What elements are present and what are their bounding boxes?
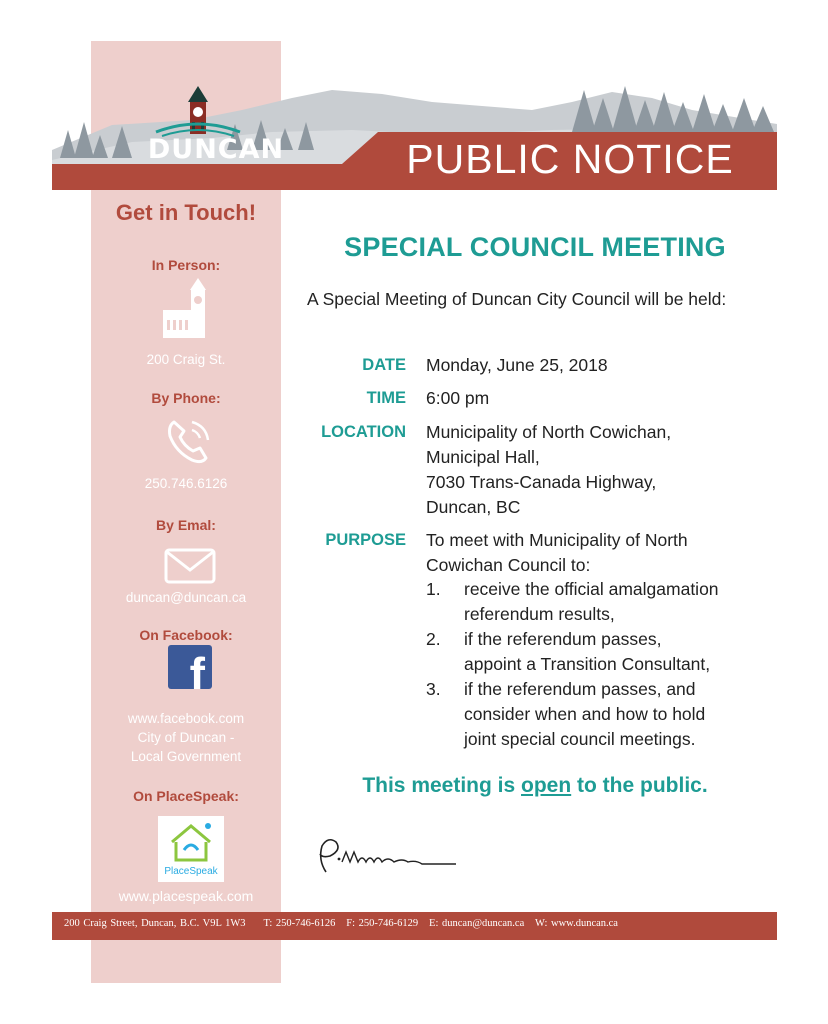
purpose-item-text xyxy=(464,677,705,752)
purpose-item-line: appoint a Transition Consultant, xyxy=(464,654,711,674)
facebook-page-name: City of Duncan - xyxy=(137,730,235,745)
in-person-heading: In Person: xyxy=(151,257,221,273)
time-value: 6:00 pm xyxy=(426,388,490,408)
purpose-list xyxy=(426,577,776,752)
purpose-item xyxy=(426,577,776,627)
location-line: Municipal Hall, xyxy=(426,447,540,467)
purpose-item xyxy=(426,677,776,752)
by-phone-heading: By Phone: xyxy=(151,390,221,406)
location-line: Duncan, BC xyxy=(426,497,521,517)
purpose-intro-line: To meet with Municipality of North xyxy=(426,530,688,550)
time-label: TIME xyxy=(366,389,406,407)
email-address: duncan@duncan.ca xyxy=(125,590,247,605)
purpose-item-text xyxy=(464,577,719,627)
facebook-url[interactable]: www.facebook.com xyxy=(127,711,245,726)
location-line: 7030 Trans-Canada Highway, xyxy=(426,472,657,492)
city-hall-icon xyxy=(160,276,218,340)
duncan-logo-text: DUNCAN xyxy=(147,134,285,165)
on-placespeak-heading: On PlaceSpeak: xyxy=(133,788,239,804)
footer-contact: 200 Craig Street, Duncan, B.C. V9L 1W3 T: 250-746-6126 F: 250-746-6129 E: duncan@duncan.ca W: www.duncan.ca xyxy=(64,918,618,929)
phone-icon xyxy=(164,416,214,466)
placespeak-logo-text: PlaceSpeak xyxy=(164,866,218,877)
purpose-item-number: 2. xyxy=(426,629,441,649)
closing-after: to the public. xyxy=(571,774,708,797)
closing-statement xyxy=(290,774,780,798)
facebook-icon[interactable] xyxy=(168,645,212,689)
house-icon xyxy=(158,816,224,866)
facebook-page-category: Local Government xyxy=(130,749,242,764)
notice-title: PUBLIC NOTICE xyxy=(406,136,734,182)
date-value: Monday, June 25, 2018 xyxy=(426,355,608,375)
envelope-icon xyxy=(164,548,216,584)
placespeak-url[interactable]: www.placespeak.com xyxy=(118,888,254,904)
clock-tower-icon xyxy=(156,86,240,136)
closing-before: This meeting is xyxy=(362,774,522,797)
location-label: LOCATION xyxy=(321,423,406,441)
purpose-intro-line: Cowichan Council to: xyxy=(426,555,591,575)
get-in-touch-title: Get in Touch! xyxy=(115,200,257,225)
purpose-label: PURPOSE xyxy=(325,531,406,549)
purpose-item-line: referendum results, xyxy=(464,604,615,624)
phone-number: 250.746.6126 xyxy=(144,476,228,491)
date-label: DATE xyxy=(362,356,406,374)
placespeak-logo[interactable] xyxy=(158,816,224,882)
on-facebook-heading: On Facebook: xyxy=(139,627,233,643)
purpose-item-line: receive the official amalgamation xyxy=(464,579,719,599)
meeting-intro: A Special Meeting of Duncan City Council will be held: xyxy=(307,289,727,309)
header-banner xyxy=(52,80,777,190)
in-person-address: 200 Craig St. xyxy=(146,352,226,367)
purpose-item-line: consider when and how to hold xyxy=(464,704,706,724)
by-email-heading: By Emal: xyxy=(156,517,216,533)
purpose-item-line: if the referendum passes, xyxy=(464,629,662,649)
signature xyxy=(312,832,462,878)
meeting-title: SPECIAL COUNCIL MEETING xyxy=(344,232,726,262)
purpose-item-number: 1. xyxy=(426,579,441,599)
closing-emphasis: open xyxy=(521,774,572,797)
purpose-item xyxy=(426,627,776,677)
purpose-item-line: if the referendum passes, and xyxy=(464,679,696,699)
purpose-item-number: 3. xyxy=(426,679,441,699)
purpose-item-text xyxy=(464,627,710,677)
location-line: Municipality of North Cowichan, xyxy=(426,422,672,442)
facebook-letter: f xyxy=(189,648,205,689)
purpose-item-line: joint special council meetings. xyxy=(464,729,696,749)
